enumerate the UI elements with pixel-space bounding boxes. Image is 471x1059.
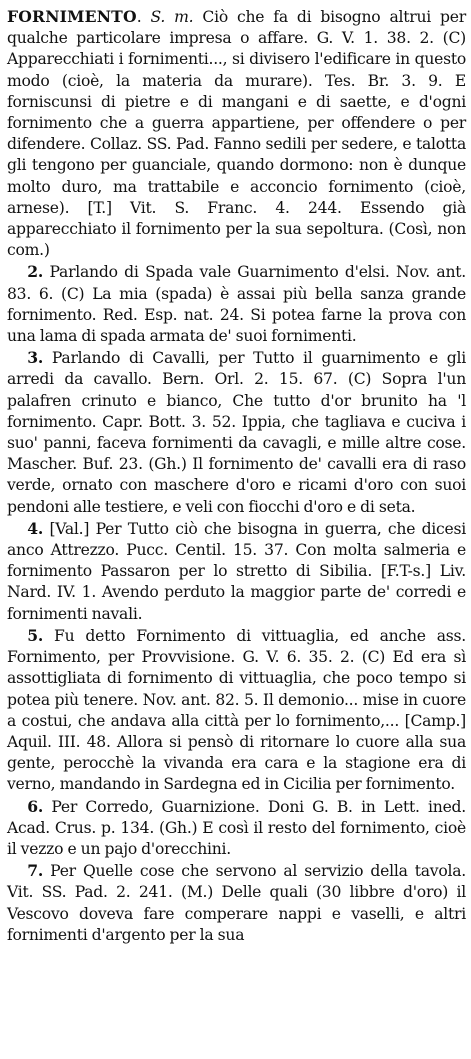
sense-3: [7, 347, 466, 518]
sense-5: [7, 625, 466, 796]
sense-number: 4.: [27, 518, 44, 538]
headword: FORNIMENTO: [7, 7, 137, 26]
sense-text: Parlando di Spada vale Guarnimento d'elsi. Nov. ant. 83. 6. (C) La mia (spada) è assai più bella sanza grande fornimento. Red. Esp. nat. 24. Si potea farne la prova con una lama di spada armata de' suoi fornimenti.: [7, 263, 466, 346]
sense-text: Fu detto Fornimento di vittuaglia, ed anche ass. Fornimento, per Provvisione. G. V. 6. 35. 2. (C) Ed era sì assottigliata di fornimento di vittuaglia, che poco tempo si potea più tenere. Nov. ant. 82. 5. Il demonio... mise in cuore a costui, che andava alla città per lo fornimento,... [Camp.] Aquil. III. 48. Allora si pensò di ritornare lo cuore alla sua gente, perocchè la vivanda era cara e la stagione era di verno, mandando in Sardegna ed in Cicilia per fornimento.: [7, 626, 466, 794]
sense-text: Per Quelle cose che servono al servizio della tavola. Vit. SS. Pad. 2. 241. (M.) Delle quali (30 libbre d'oro) il Vescovo doveva fare comperare nappi e vaselli, e altri fornimenti d'argento per la sua: [7, 862, 466, 944]
sense-4: [7, 518, 466, 625]
sense-number: 3.: [27, 348, 44, 368]
sense-number: 5.: [27, 625, 44, 645]
part-of-speech: S. m.: [150, 8, 194, 26]
sense-number: 7.: [27, 861, 44, 881]
sense-text: [Val.] Per Tutto ciò che bisogna in guerra, che dicesi anco Attrezzo. Pucc. Centil. 15. 37. Con molta salmeria e fornimento Passaron per lo stretto di Sibilia. [F.T-s.] Liv. Nard. IV. 1. Avendo perduto la maggior parte de' corredi e fornimenti navali.: [7, 519, 466, 623]
sense-text: Parlando di Cavalli, per Tutto il guarnimento e gli arredi da cavallo. Bern. Orl. 2. 15. 67. (C) Sopra l'un palafren crinuto e bianco, Che tutto d'or brunito ha 'l fornimento. Capr. Bott. 3. 52. Ippia, che tagliava e cuciva i suo' panni, faceva fornimenti da cavagli, e mille altre cose. Mascher. Buf. 23. (Gh.) Il fornimento de' cavalli era di raso verde, ornato con maschere d'oro e ricami d'oro con suoi pendoni alle testiere, e veli con fiocchi d'oro e di seta.: [7, 349, 466, 516]
sense-2: [7, 261, 466, 347]
sense-number: 6.: [27, 796, 44, 816]
sense-7: [7, 860, 466, 946]
sense-text: Per Corredo, Guarnizione. Doni G. B. in Lett. ined. Acad. Crus. p. 134. (Gh.) E così il resto del fornimento, cioè il vezzo e un pajo d'orecchini.: [7, 797, 466, 858]
sense-6: [7, 796, 466, 861]
entry-definition: Ciò che fa di bisogno altrui per qualche particolare impresa o affare. G. V. 1. 38. 2. (C) Apparecchiati i fornimenti..., si divisero l'edificare in questo modo (cioè, la materia da murare). Tes. Br. 3. 9. E forniscunsi di pietre e di mangani e di saette, e d'ogni fornimento che a guerra appartiene, per offendere o per difendere. Collaz. SS. Pad. Fanno sedili per sedere, e talotta gli tengono per guanciale, quando dormono: non è dunque molto duro, ma trattabile e acconcio fornimento (cioè, arnese). [T.] Vit. S. Franc. 4. 244. Essendo già apparecchiato il fornimento per la sua sepoltura. (Così, non com.): [7, 8, 466, 260]
sense-number: 2.: [27, 262, 44, 282]
entry-fornimento: FORNIMENTO. S. m. Ciò che fa di bisogno altrui per qualche particolare impresa o affare. G. V. 1. 38. 2. (C) Apparecchiati i fornimenti..., si divisero l'edificare in questo modo (cioè, la materia da murare). Tes. Br. 3. 9. E forniscunsi di pietre e di mangani e di saette, e d'ogni fornimento che a guerra appartiene, per offendere o per difendere. Collaz. SS. Pad. Fanno sedili per sedere, e talotta gli tengono per guanciale, quando dormono: non è dunque molto duro, ma trattabile e acconcio fornimento (cioè, arnese). [T.] Vit. S. Franc. 4. 244. Essendo già apparecchiato il fornimento per la sua sepoltura. (Così, non com.): [7, 7, 466, 260]
